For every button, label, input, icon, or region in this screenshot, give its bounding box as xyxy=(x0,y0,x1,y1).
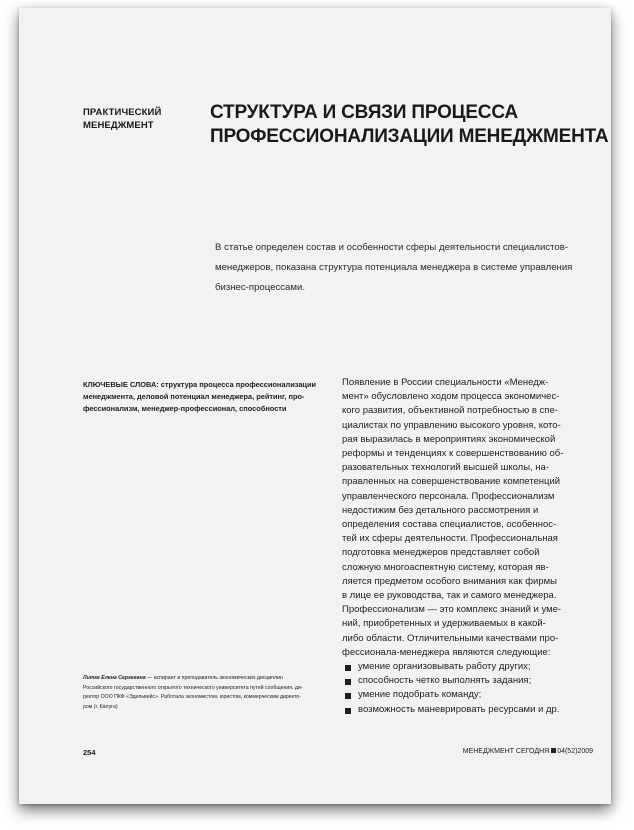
section-label-line: МЕНЕДЖМЕНТ xyxy=(83,120,154,131)
title-line: ПРОФЕССИОНАЛИЗАЦИИ МЕНЕДЖМЕНТА xyxy=(210,126,609,147)
footer-issue: 04(52)2009 xyxy=(557,748,593,755)
body-line: Профессионализм — это комплекс знаний и уме- xyxy=(342,604,562,616)
body-line: правленных на совершенствование компетенций xyxy=(342,476,561,488)
author-info xyxy=(83,674,348,712)
body-line: в лице ее руководства, так и самого менеджера. xyxy=(342,590,557,602)
body-line: рая выразилась в мероприятиях экономической xyxy=(342,433,556,445)
body-paragraph xyxy=(342,376,612,660)
author-line xyxy=(83,674,348,684)
body-text xyxy=(342,376,612,717)
title-line: СТРУКТУРА И СВЯЗИ ПРОЦЕССА xyxy=(210,102,518,123)
bullet-item xyxy=(342,674,612,688)
body-line: ляется предметом особого внимания как фирмы xyxy=(342,575,557,587)
keywords xyxy=(83,379,331,415)
body-line: реформы и тенденциях к совершенствованию об- xyxy=(342,448,564,460)
body-line: фессионала-менеджера являются следующие: xyxy=(342,646,551,658)
footer-journal: МЕНЕДЖМЕНТ СЕГОДНЯ xyxy=(462,748,550,755)
body-line: подготовка менеджеров представляет собой xyxy=(342,547,540,559)
abstract xyxy=(215,238,591,298)
body-line: циалистах по управлению высокого уровня, кото- xyxy=(342,419,561,431)
bullet-list xyxy=(342,660,612,717)
author-desc: — аспирант и преподаватель экономических дисциплин xyxy=(145,675,283,681)
keywords-line: фессионализм, менеджер-профессионал, способности xyxy=(83,404,287,413)
section-label xyxy=(83,106,203,132)
page-number: 254 xyxy=(83,748,96,757)
footer xyxy=(463,748,593,755)
bullet-text: способность четко выполнять задания; xyxy=(358,675,532,687)
author-line: Российского государственного открытого технического университета путей сообщения, ди- xyxy=(83,684,303,691)
bullet-item xyxy=(342,660,612,674)
author-line: ром (г. Калуга) xyxy=(83,703,118,710)
body-line: разовательных технологий высшей школы, на- xyxy=(342,462,549,474)
bullet-text: умение подобрать команду; xyxy=(358,689,482,701)
bullet-text: умение организовывать работу других; xyxy=(358,661,531,673)
abstract-line: В статье определен состав и особенности сферы деятельности специалистов- xyxy=(215,242,569,253)
body-line: тей их сферы деятельности. Профессиональная xyxy=(342,533,558,545)
body-line: недостижим без детального рассмотрения и xyxy=(342,504,539,516)
square-bullet-icon xyxy=(551,748,556,753)
body-line: Появление в России специальности «Менедж- xyxy=(342,377,549,388)
article-page xyxy=(19,8,611,804)
bullet-item xyxy=(342,688,612,702)
bullet-item xyxy=(342,703,612,717)
body-line: сложную многоаспектную систему, которая яв- xyxy=(342,561,549,573)
body-line: либо области. Отличительными качествами про- xyxy=(342,632,559,644)
author-name: Литке Елена Сергеевна xyxy=(83,675,146,681)
keywords-line: менеджмента, деловой потенциал менеджера, рейтинг, про- xyxy=(83,392,305,401)
abstract-line: менеджеров, показана структура потенциала менеджера в системе управления xyxy=(215,262,573,273)
bullet-text: возможность маневрировать ресурсами и др. xyxy=(358,703,560,715)
body-line: ний, приобретенных и удерживаемых в какой- xyxy=(342,618,546,630)
square-bullet-icon xyxy=(345,665,351,671)
body-line: мент» обусловлено ходом процесса экономичес- xyxy=(342,391,560,403)
section-label-line: ПРАКТИЧЕСКИЙ xyxy=(83,107,162,118)
author-line: ректор ООО ПКФ «Эдельвейс». Работала экономистом, юристом, коммерческим директо- xyxy=(83,694,301,700)
article-title xyxy=(210,101,609,149)
abstract-line: бизнес-процессами. xyxy=(215,282,306,293)
keywords-line: КЛЮЧЕВЫЕ СЛОВА: структура процесса профессионализации xyxy=(83,380,317,389)
body-line: управленческого персонала. Профессионализм xyxy=(342,490,555,502)
body-line: определения состава специалистов, особеннос- xyxy=(342,519,557,531)
body-line: кого развития, объективной потребностью в спе- xyxy=(342,405,558,417)
